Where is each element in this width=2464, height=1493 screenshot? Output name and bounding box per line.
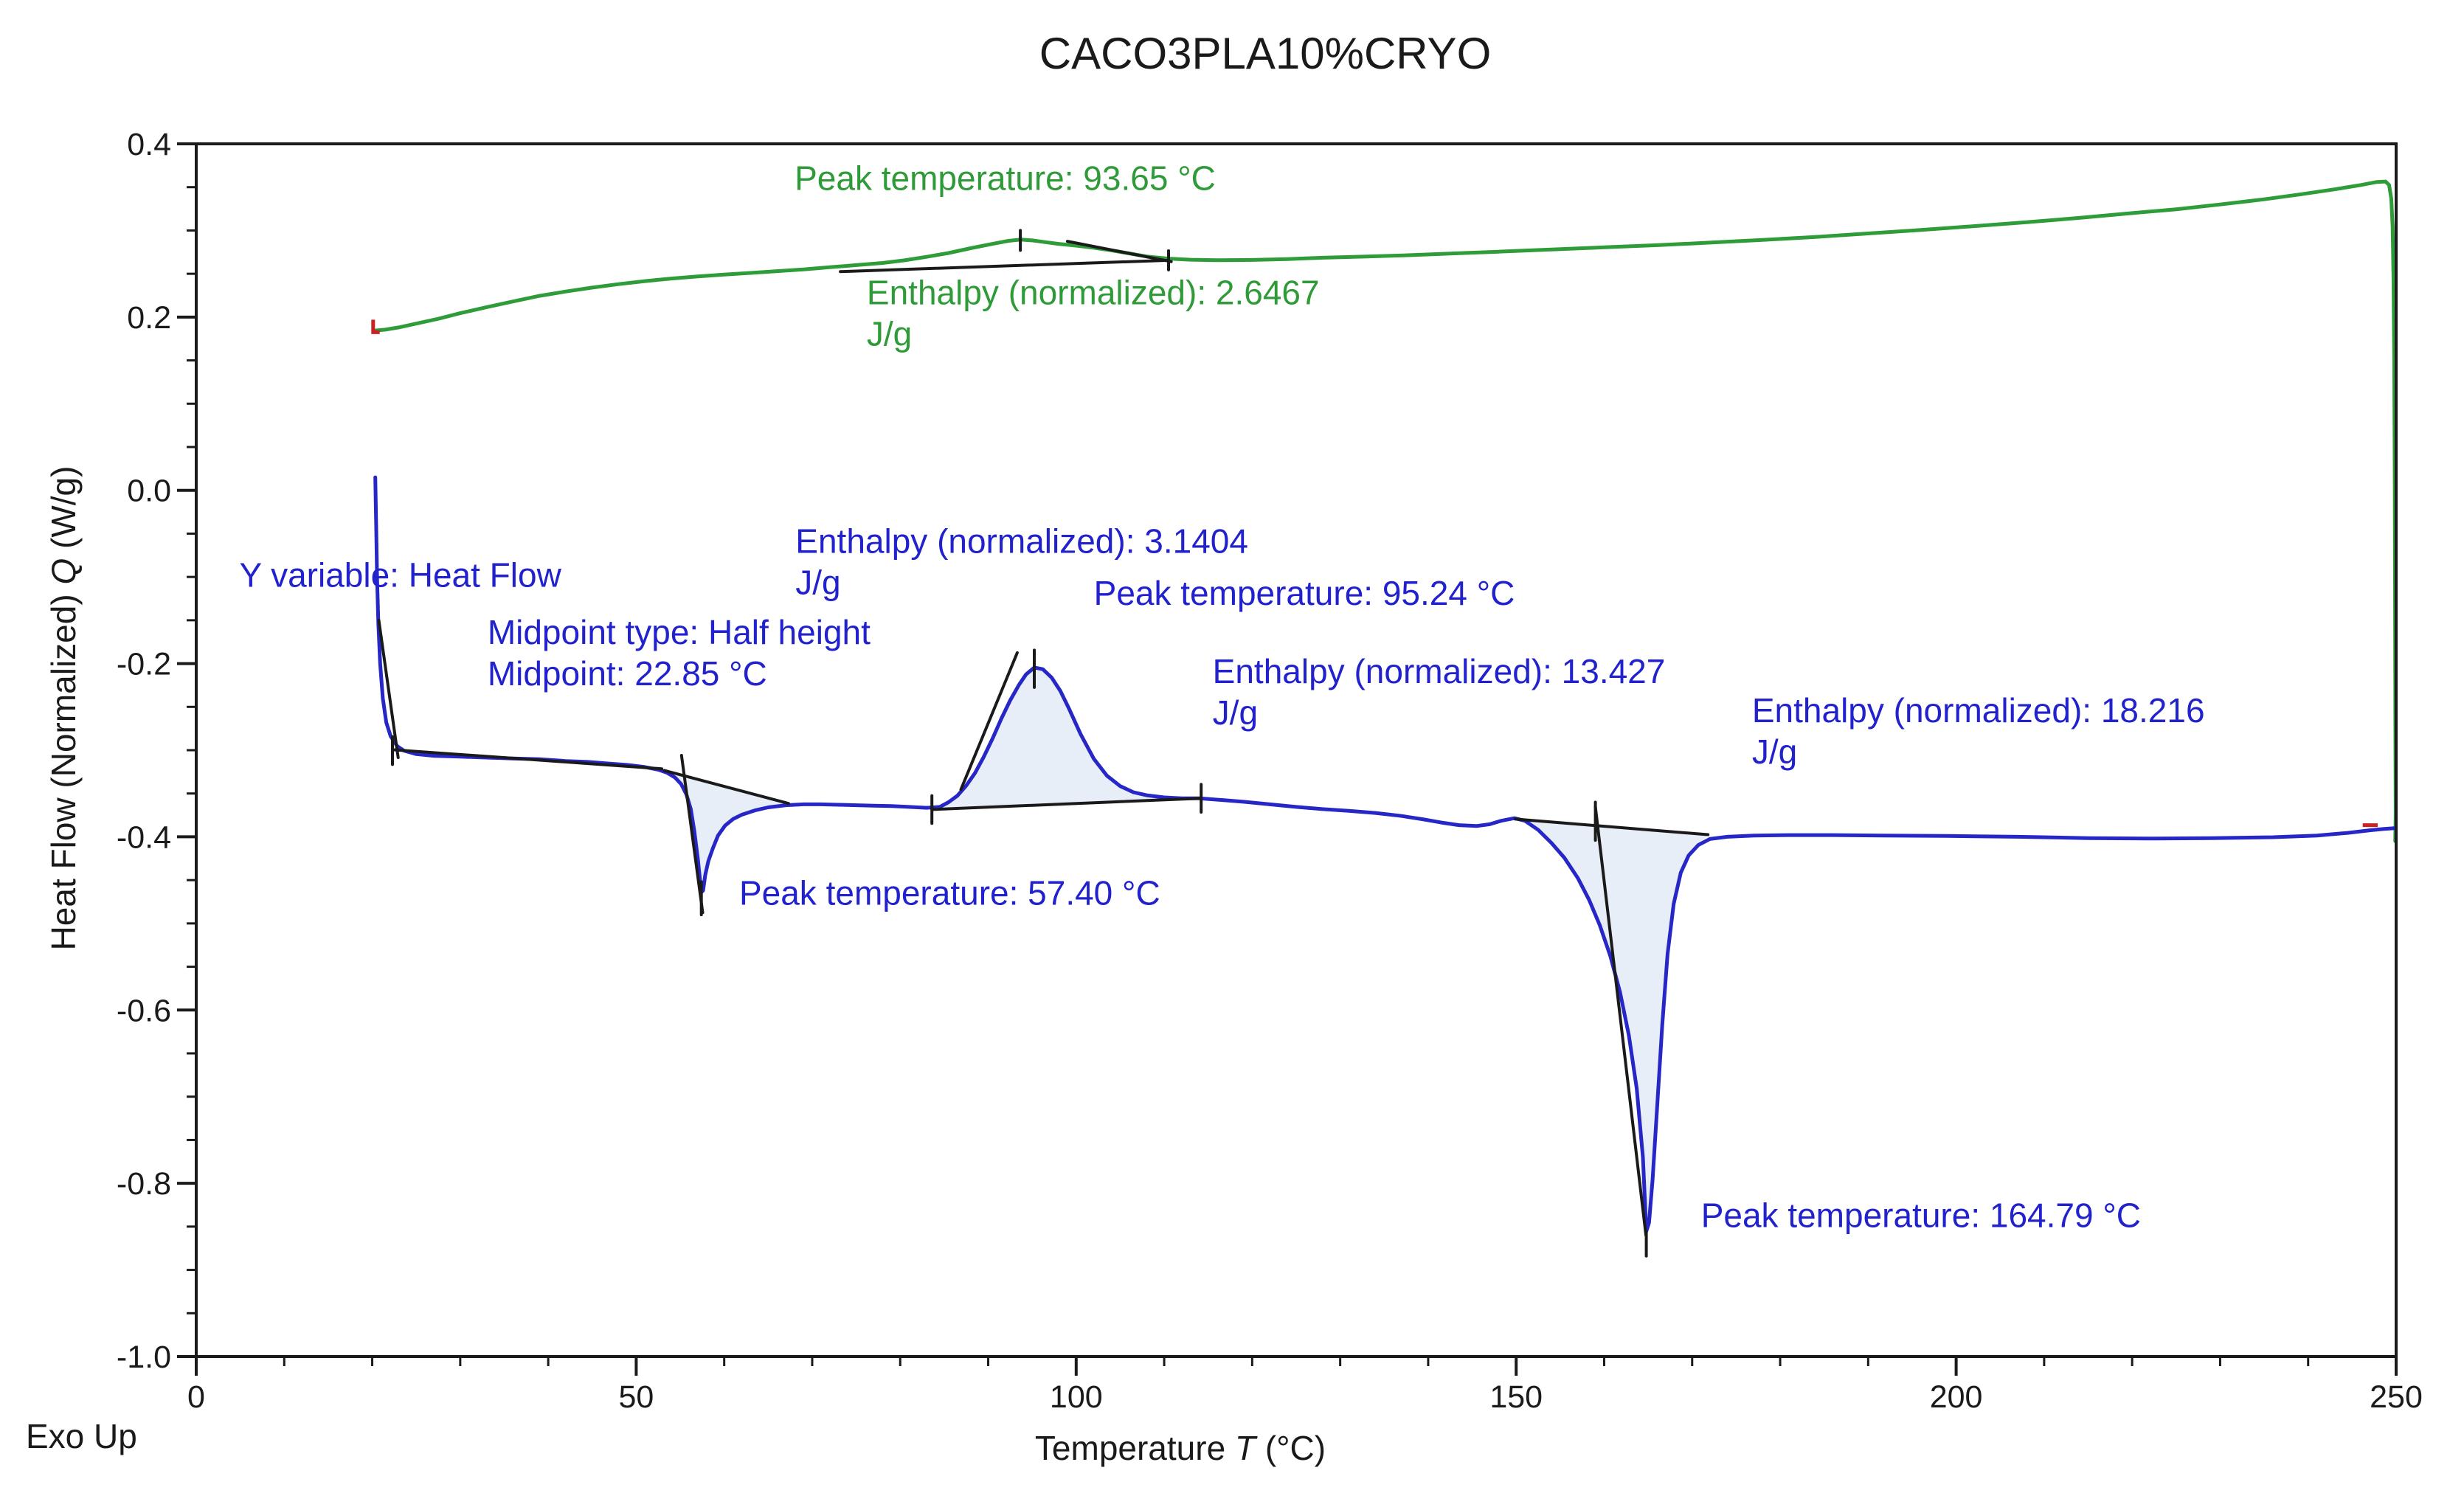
y-axis-title	[44, 466, 83, 951]
x-axis-title-text: Temperature	[1034, 1429, 1235, 1467]
annotations	[239, 159, 2204, 1234]
crystallization-enthalpy-label: Enthalpy (normalized): 3.1404 J/g	[795, 522, 1248, 602]
crystallization-peak-temperature-label: Peak temperature: 95.24 °C	[1093, 573, 1515, 612]
y-tick-label: -0.2	[116, 646, 171, 682]
y-tick-label: -0.6	[116, 993, 171, 1029]
y-tick-label: -1.0	[116, 1340, 171, 1375]
x-tick-label: 50	[618, 1379, 654, 1415]
series-group-cooling-curve	[375, 181, 2395, 841]
x-axis-title-units: (°C)	[1256, 1429, 1326, 1467]
x-axis-title	[1035, 1428, 1326, 1468]
midrange-enthalpy-label: Enthalpy (normalized): 13.427 J/g	[1212, 652, 1666, 732]
y-axis-ticks	[117, 127, 196, 1375]
x-axis-ticks	[187, 1357, 2423, 1415]
cooling-peak-temperature-label: Peak temperature: 93.65 °C	[795, 159, 1216, 198]
y-tick-label: 0.0	[127, 473, 171, 509]
x-tick-label: 250	[2370, 1379, 2423, 1415]
y-tick-label: -0.8	[116, 1166, 171, 1202]
chart-title: CACO3PLA10%CRYO	[1039, 29, 1492, 78]
y-tick-label: 0.4	[127, 127, 171, 162]
melting-peak-temperature-label: Peak temperature: 164.79 °C	[1700, 1196, 2141, 1235]
plot-border	[196, 144, 2396, 1357]
y-axis-title-units: (W/g)	[44, 465, 83, 558]
x-tick-label: 100	[1049, 1379, 1103, 1415]
series-cooling-curve	[375, 181, 2395, 841]
y-variable-label: Y variable: Heat Flow	[239, 555, 561, 595]
midpoint-label: Midpoint type: Half height Midpoint: 22.85 °C	[487, 613, 871, 693]
y-axis-title-text: Heat Flow (Normalized)	[44, 584, 83, 951]
aging-peak-temperature-label: Peak temperature: 57.40 °C	[738, 873, 1160, 912]
x-tick-label: 0	[187, 1379, 205, 1415]
cooling-enthalpy-label: Enthalpy (normalized): 2.6467 J/g	[866, 273, 1320, 353]
tg-baseline	[392, 749, 662, 769]
shaded-regions	[665, 668, 1709, 1231]
cold-crystallization-area	[932, 668, 1201, 810]
exo-up-label: Exo Up	[26, 1417, 137, 1455]
x-axis-title-symbol: T	[1234, 1429, 1256, 1467]
y-axis-title-symbol: Q	[44, 558, 83, 585]
y-tick-label: 0.2	[127, 299, 171, 336]
run-markers	[373, 319, 2378, 825]
plot-frame	[196, 144, 2396, 1357]
x-tick-label: 200	[1929, 1379, 1983, 1415]
y-tick-label: -0.4	[116, 820, 171, 856]
x-tick-label: 150	[1489, 1379, 1543, 1415]
melting-enthalpy-label: Enthalpy (normalized): 18.216 J/g	[1751, 690, 2205, 771]
cooling-peak-tangent	[1067, 241, 1172, 262]
